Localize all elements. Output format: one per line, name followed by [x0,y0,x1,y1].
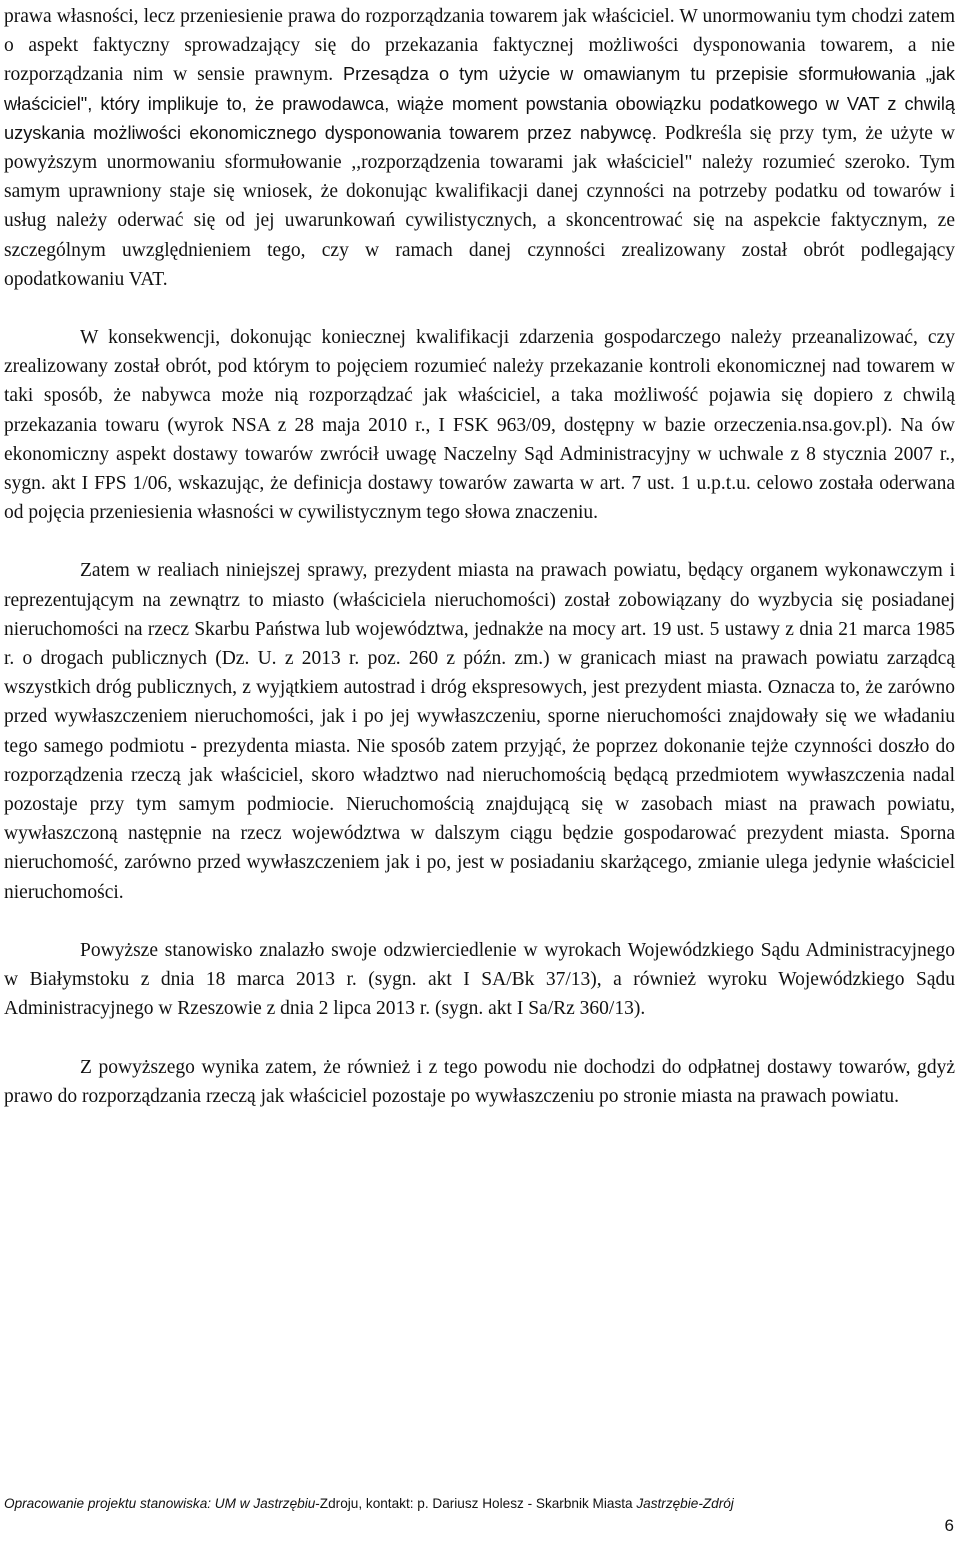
document-body [4,2,955,1111]
page-number: 6 [944,1516,954,1535]
paragraph-1-quote-sentence: Przesądza o tym użycie w omawianym tu przepisie sformułowania „jak właściciel", który implikuje to, że prawodawca, wiąże moment powstania obowiązku podatkowego w VAT z chwilą uzyskania możliwości ekonomicznego dysponowania towarem przez nabywcę. [4,64,956,143]
paragraph-1-rest: Podkreśla się przy tym, że użyte w powyższym unormowaniu sformułowanie ,,rozporządzenia towarami jak właściciel" należy rozumieć szeroko. Tym samym uprawniony staje się wniosek, że dokonując kwalifikacji danej czynności na potrzeby podatku od towarów i usług należy oderwać się od jej uwarunkowań cywilistycznych, a skoncentrować się na aspekcie faktycznym, ze szczególnym uwzględnieniem tego, czy w ramach danej czynności zrealizowany został obrót podlegający opodatkowaniu VAT. [4,122,956,290]
footer-part-1: Opracowanie projektu stanowiska: UM w Jastrzębiu [4,1496,316,1511]
paragraph-1-intro: prawa własności, lecz przeniesienie prawa do rozporządzania towarem jak właściciel. W unormowaniu tym chodzi zatem o aspekt faktyczny sprowadzający się do przekazania faktycznej możliwości dysponowania towarem, a nie rozporządzania nim w sensie prawnym. [4,6,955,86]
paragraph-2: W konsekwencji, dokonując koniecznej kwalifikacji zdarzenia gospodarczego należy przeanalizować, czy zrealizowany został obrót, pod którym to pojęciem rozumieć należy przekazanie kontroli ekonomicznej nad towarem w taki sposób, że nabywca może nią rozporządzać jak właściciel, a taka możliwość pojawia się dopiero z chwilą przekazania towaru (wyrok NSA z 28 maja 2010 r., I FSK 963/09, dostępny w bazie orzeczenia.nsa.gov.pl). Na ów ekonomiczny aspekt dostawy towarów zwrócił uwagę Naczelny Sąd Administracyjny w uchwale z 8 stycznia 2007 r., sygn. akt I FPS 1/06, wskazując, że definicja dostawy towarów zawarta w art. 7 ust. 1 u.p.t.u. celowo została oderwana od pojęcia przeniesienia własności w cywilistycznym tego słowa znaczeniu. [4,327,955,524]
page-footer [4,1495,955,1513]
paragraph-1 [4,2,955,294]
paragraph-4: Powyższe stanowisko znalazło swoje odzwierciedlenie w wyrokach Wojewódzkiego Sądu Administracyjnego w Białymstoku z dnia 18 marca 2013 r. (sygn. akt I SA/Bk 37/13), a również wyroku Wojewódzkiego Sądu Administracyjnego w Rzeszowie z dnia 2 lipca 2013 r. (sygn. akt I Sa/Rz 360/13). [4,939,955,1020]
footer-part-2: -Zdroju, kontakt: p. Dariusz Holesz - Skarbnik Miasta [315,1496,637,1511]
footer-part-3: Jastrzębie-Zdrój [636,1496,734,1511]
paragraph-5: Z powyższego wynika zatem, że również i z tego powodu nie dochodzi do odpłatnej dostawy towarów, gdyż prawo do rozporządzania rzeczą jak właściciel pozostaje po wywłaszczeniu po stronie miasta na prawach powiatu. [4,1056,955,1107]
paragraph-3: Zatem w realiach niniejszej sprawy, prezydent miasta na prawach powiatu, będący organem wykonawczym i reprezentującym na zewnątrz to miasto (właściciela nieruchomości) został zobowiązany do wyzbycia się posiadanej nieruchomości na rzecz Skarbu Państwa lub województwa, jednakże na mocy art. 19 ust. 5 ustawy z dnia 21 marca 1985 r. o drogach publicznych (Dz. U. z 2013 r. poz. 260 z późn. zm.) w granicach miast na prawach powiatu zarządcą wszystkich dróg publicznych, z wyjątkiem autostrad i dróg ekspresowych, jest prezydent miasta. Oznacza to, że zarówno przed wywłaszczeniem nieruchomości, jak i po jej wywłaszczeniu, sporne nieruchomości znajdowały się we władaniu tego samego podmiotu - prezydenta miasta. Nie sposób zatem przyjąć, że poprzez dokonanie tejże czynności doszło do rozporządzenia rzeczą jak właściciel, skoro władztwo nad nieruchomością będącą przedmiotem wywłaszczenia nadal pozostaje przy tym samym podmiocie. Nieruchomością znajdującą się w zasobach miast na prawach powiatu, wywłaszczoną następnie na rzecz województwa w dalszym ciągu będzie gospodarować prezydent miasta. Sporna nieruchomość, zarówno przed wywłaszczeniem jak i po, jest w posiadaniu skarżącego, zmianie ulega jedynie właściciel nieruchomości. [4,560,955,903]
